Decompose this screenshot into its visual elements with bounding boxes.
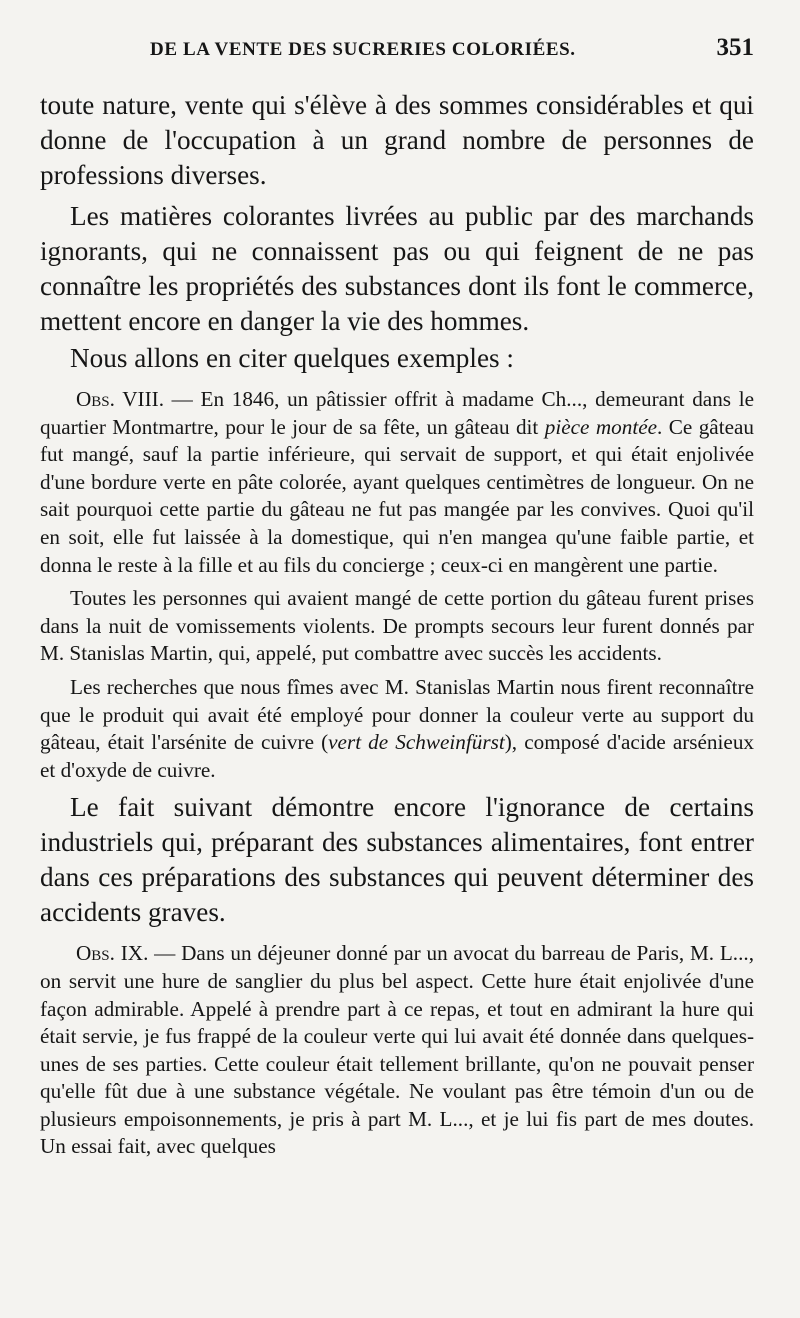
- observation-text: — En 1846, un pâtissier offrit à madame Ch..., demeurant dans le quartier Montmartre, pour le jour de sa fête, un gâteau dit: [40, 387, 755, 439]
- paragraph-text: ), composé d'acide arsénieux et d'oxyde de cuivre.: [40, 730, 755, 782]
- observation-viii: [40, 386, 754, 579]
- running-header: [40, 34, 754, 74]
- observation-label: Obs. IX.: [76, 941, 149, 966]
- italic-term: pièce montée: [544, 414, 658, 439]
- paragraph-industrial-ignorance: Le fait suivant démontre encore l'ignorance de certains industriels qui, préparant des substances alimentaires, font entrer dans ces préparations des substances qui peuvent déterminer des accidents graves.: [40, 792, 754, 928]
- paragraph-poisoning-effects: Toutes les personnes qui avaient mangé de cette portion du gâteau furent prises dans la nuit de vomissements violents. De prompts secours leur furent donnés par M. Stanislas Martin, qui, appelé, put combattre avec succès les accidents.: [40, 586, 754, 666]
- observation-text: . Ce gâteau fut mangé, sauf la partie inférieure, qui servait de support, et qui était enjolivée d'une bordure verte en pâte colorée, ayant quelques centimètres de longueur. On ne sait pourquoi cette partie du gâteau ne fut pas mangée par les convives. Quoi qu'il en soit, elle fut laissée à la domestique, qui n'en mangea qu'une faible partie, et donna le reste à la fille et au fils du concierge ; ceux-ci en mangèrent une partie.: [40, 414, 754, 577]
- observation-label: Obs. VIII.: [76, 387, 164, 411]
- paragraph-arsenite-finding: [40, 674, 754, 784]
- book-page: [40, 34, 754, 1161]
- paragraph-coloring-merchants: Les matières colorantes livrées au public par des marchands ignorants, qui ne connaissent pas ou qui feignent de ne pas connaître les propriétés des substances dont ils font le commerce, mettent encore en danger la vie des hommes.: [40, 201, 754, 336]
- paragraph-continuation: toute nature, vente qui s'élève à des sommes considérables et qui donne de l'occupation à un grand nombre de personnes de professions diverses.: [40, 90, 754, 190]
- paragraph-text: Les recherches que nous fîmes avec M. Stanislas Martin nous firent reconnaître que le produit qui avait été employé pour donner la couleur verte au support du gâteau, était l'arsénite de cuivre (: [40, 674, 754, 755]
- running-title: DE LA VENTE DES SUCRERIES COLORIÉES.: [150, 39, 576, 60]
- italic-term: vert de Schweinfürst: [328, 730, 505, 755]
- observation-ix: [40, 940, 754, 1161]
- observation-text: — Dans un déjeuner donné par un avocat du barreau de Paris, M. L..., on servit une hure de sanglier du plus bel aspect. Cette hure était enjolivée d'une façon admirable. Appelé à prendre part à ce repas, et tout en admirant la hure qui était servie, je fus frappé de la couleur verte qui lui avait été donnée dans quelques-unes de ses parties. Cette couleur était tellement brillante, qu'on ne pouvait penser qu'elle fût due à une substance végétale. Ne voulant pas être témoin d'un ou de plusieurs empoisonnements, je pris à part M. L..., et je lui fis part de mes doutes. Un essai fait, avec quelques: [40, 941, 754, 1159]
- page-number: 351: [716, 34, 754, 61]
- paragraph-examples-intro: Nous allons en citer quelques exemples :: [70, 343, 514, 373]
